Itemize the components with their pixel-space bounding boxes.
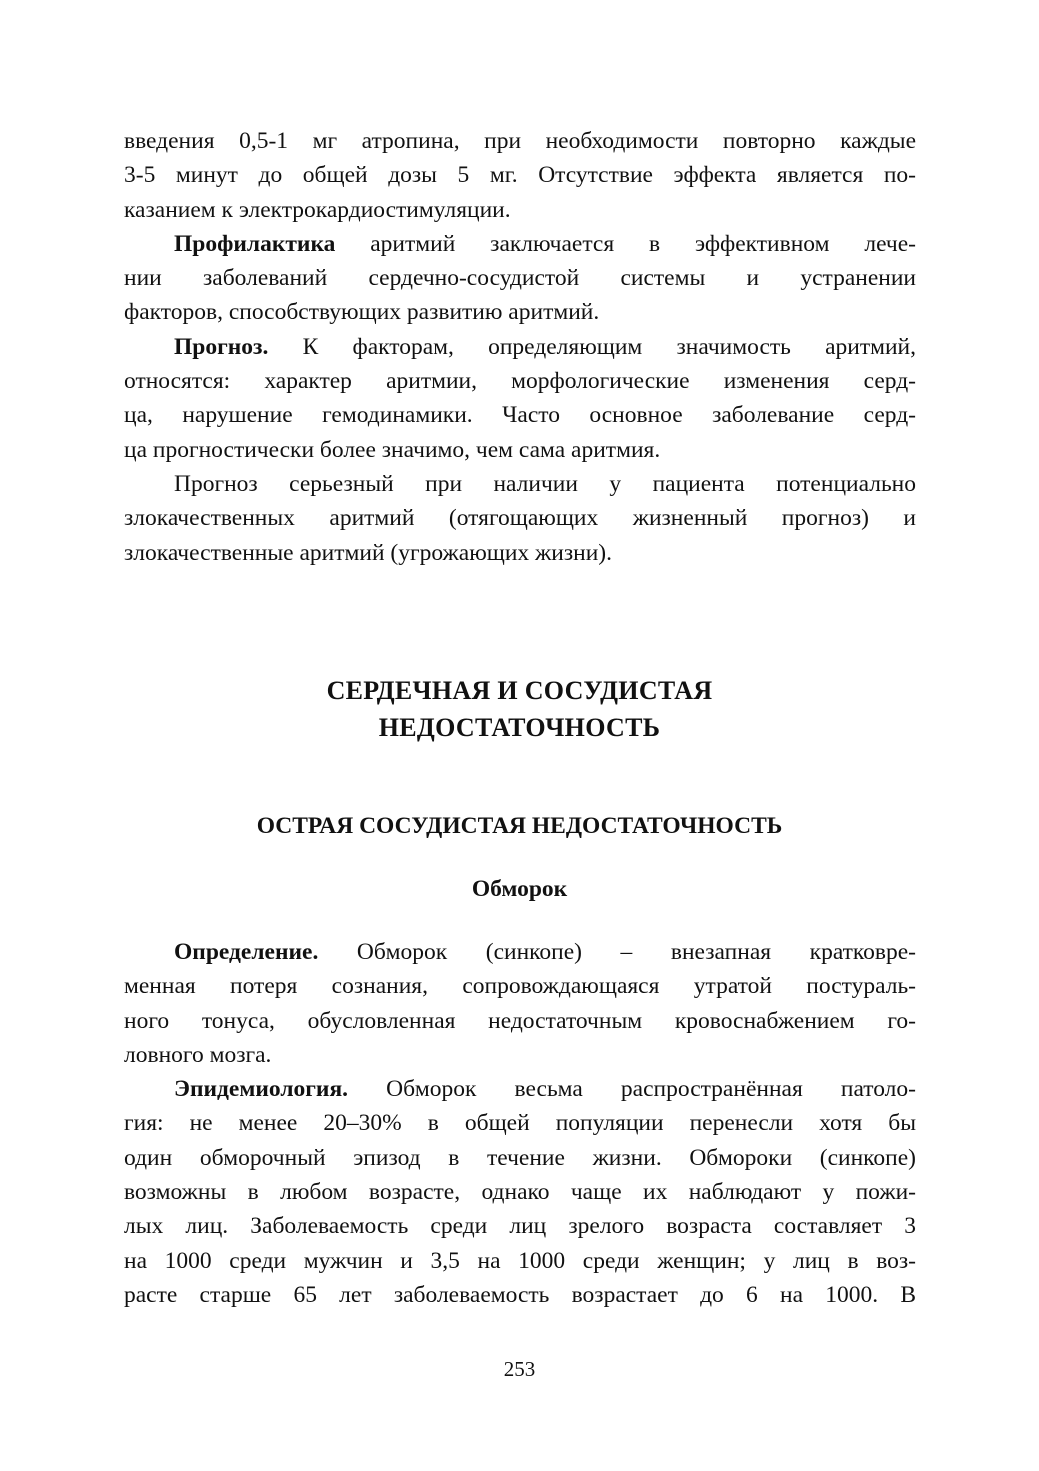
term-prophylaxis: Профилактика — [174, 230, 336, 257]
paragraph-epidemiology — [124, 1072, 916, 1312]
text-line: расте старше 65 лет заболеваемость возрастает до 6 на 1000. В — [124, 1281, 916, 1308]
page-body-top — [124, 124, 916, 570]
paragraph-prophylaxis — [124, 227, 916, 330]
text-line: злокачественных аритмий (отягощающих жизненный прогноз) и — [124, 505, 916, 532]
text-line: 3-5 минут до общей дозы 5 мг. Отсутствие эффекта является по- — [124, 162, 916, 189]
page-body-bottom — [124, 935, 916, 1312]
text-line: лых лиц. Заболеваемость среди лиц зрелого возраста составляет 3 — [124, 1213, 916, 1240]
text-line: введения 0,5-1 мг атропина, при необходимости повторно каждые — [124, 128, 916, 154]
text-fragment: Обморок (синкопе) – внезапная кратковре- — [318, 939, 916, 965]
chapter-title-line-1: СЕРДЕЧНАЯ И СОСУДИСТАЯ — [326, 676, 713, 705]
text-line — [124, 227, 916, 261]
page-number: 253 — [503, 1357, 536, 1381]
text-fragment: Обморок весьма распространённая патоло- — [348, 1076, 916, 1103]
term-epidemiology: Эпидемиология. — [174, 1076, 349, 1103]
term-prognosis: Прогноз. — [174, 333, 269, 360]
text-line: относятся: характер аритмии, морфологические изменения серд- — [124, 368, 916, 395]
text-line: злокачественные аритмий (угрожающих жизни). — [124, 539, 613, 566]
text-line: ца, нарушение гемодинамики. Часто основное заболевание серд- — [124, 402, 916, 429]
section-title: ОСТРАЯ СОСУДИСТАЯ НЕДОСТАТОЧНОСТЬ — [256, 813, 783, 839]
chapter-title-line-2: НЕДОСТАТОЧНОСТЬ — [378, 713, 661, 742]
text-line: Прогноз серьезный при наличии у пациента потенциально — [174, 470, 916, 497]
text-line: возможны в любом возрасте, однако чаще их наблюдают у пожи- — [124, 1179, 916, 1206]
text-line: ловного мозга. — [124, 1041, 272, 1068]
text-fragment: К факторам, определяющим значимость аритмий, — [268, 333, 916, 360]
paragraph-prognosis-serious — [124, 467, 916, 570]
text-line — [124, 935, 916, 969]
text-line — [124, 330, 916, 364]
text-line: казанием к электрокардиостимуляции. — [124, 196, 511, 223]
paragraph-prognosis — [124, 330, 916, 467]
text-line: ного тонуса, обусловленная недостаточным кровоснабжением го- — [124, 1007, 916, 1034]
text-line: менная потеря сознания, сопровождающаяся утратой постураль- — [124, 973, 916, 1000]
term-definition: Определение. — [174, 939, 319, 965]
text-line: ца прогностически более значимо, чем сама аритмия. — [124, 436, 661, 463]
subsection-title: Обморок — [471, 876, 568, 902]
text-fragment: аритмий заключается в эффективном лече- — [335, 230, 916, 257]
paragraph-definition — [124, 935, 916, 1072]
text-line: на 1000 среди мужчин и 3,5 на 1000 среди женщин; у лиц в воз- — [124, 1247, 916, 1274]
text-line: факторов, способствующих развитию аритмий. — [124, 299, 600, 326]
text-line: один обморочный эпизод в течение жизни. Обмороки (синкопе) — [124, 1144, 916, 1171]
text-line — [124, 1072, 916, 1106]
text-line: гия: не менее 20–30% в общей популяции перенесли хотя бы — [124, 1110, 916, 1137]
paragraph-atropine — [124, 124, 916, 227]
text-line: нии заболеваний сердечно-сосудистой системы и устранении — [124, 265, 916, 292]
